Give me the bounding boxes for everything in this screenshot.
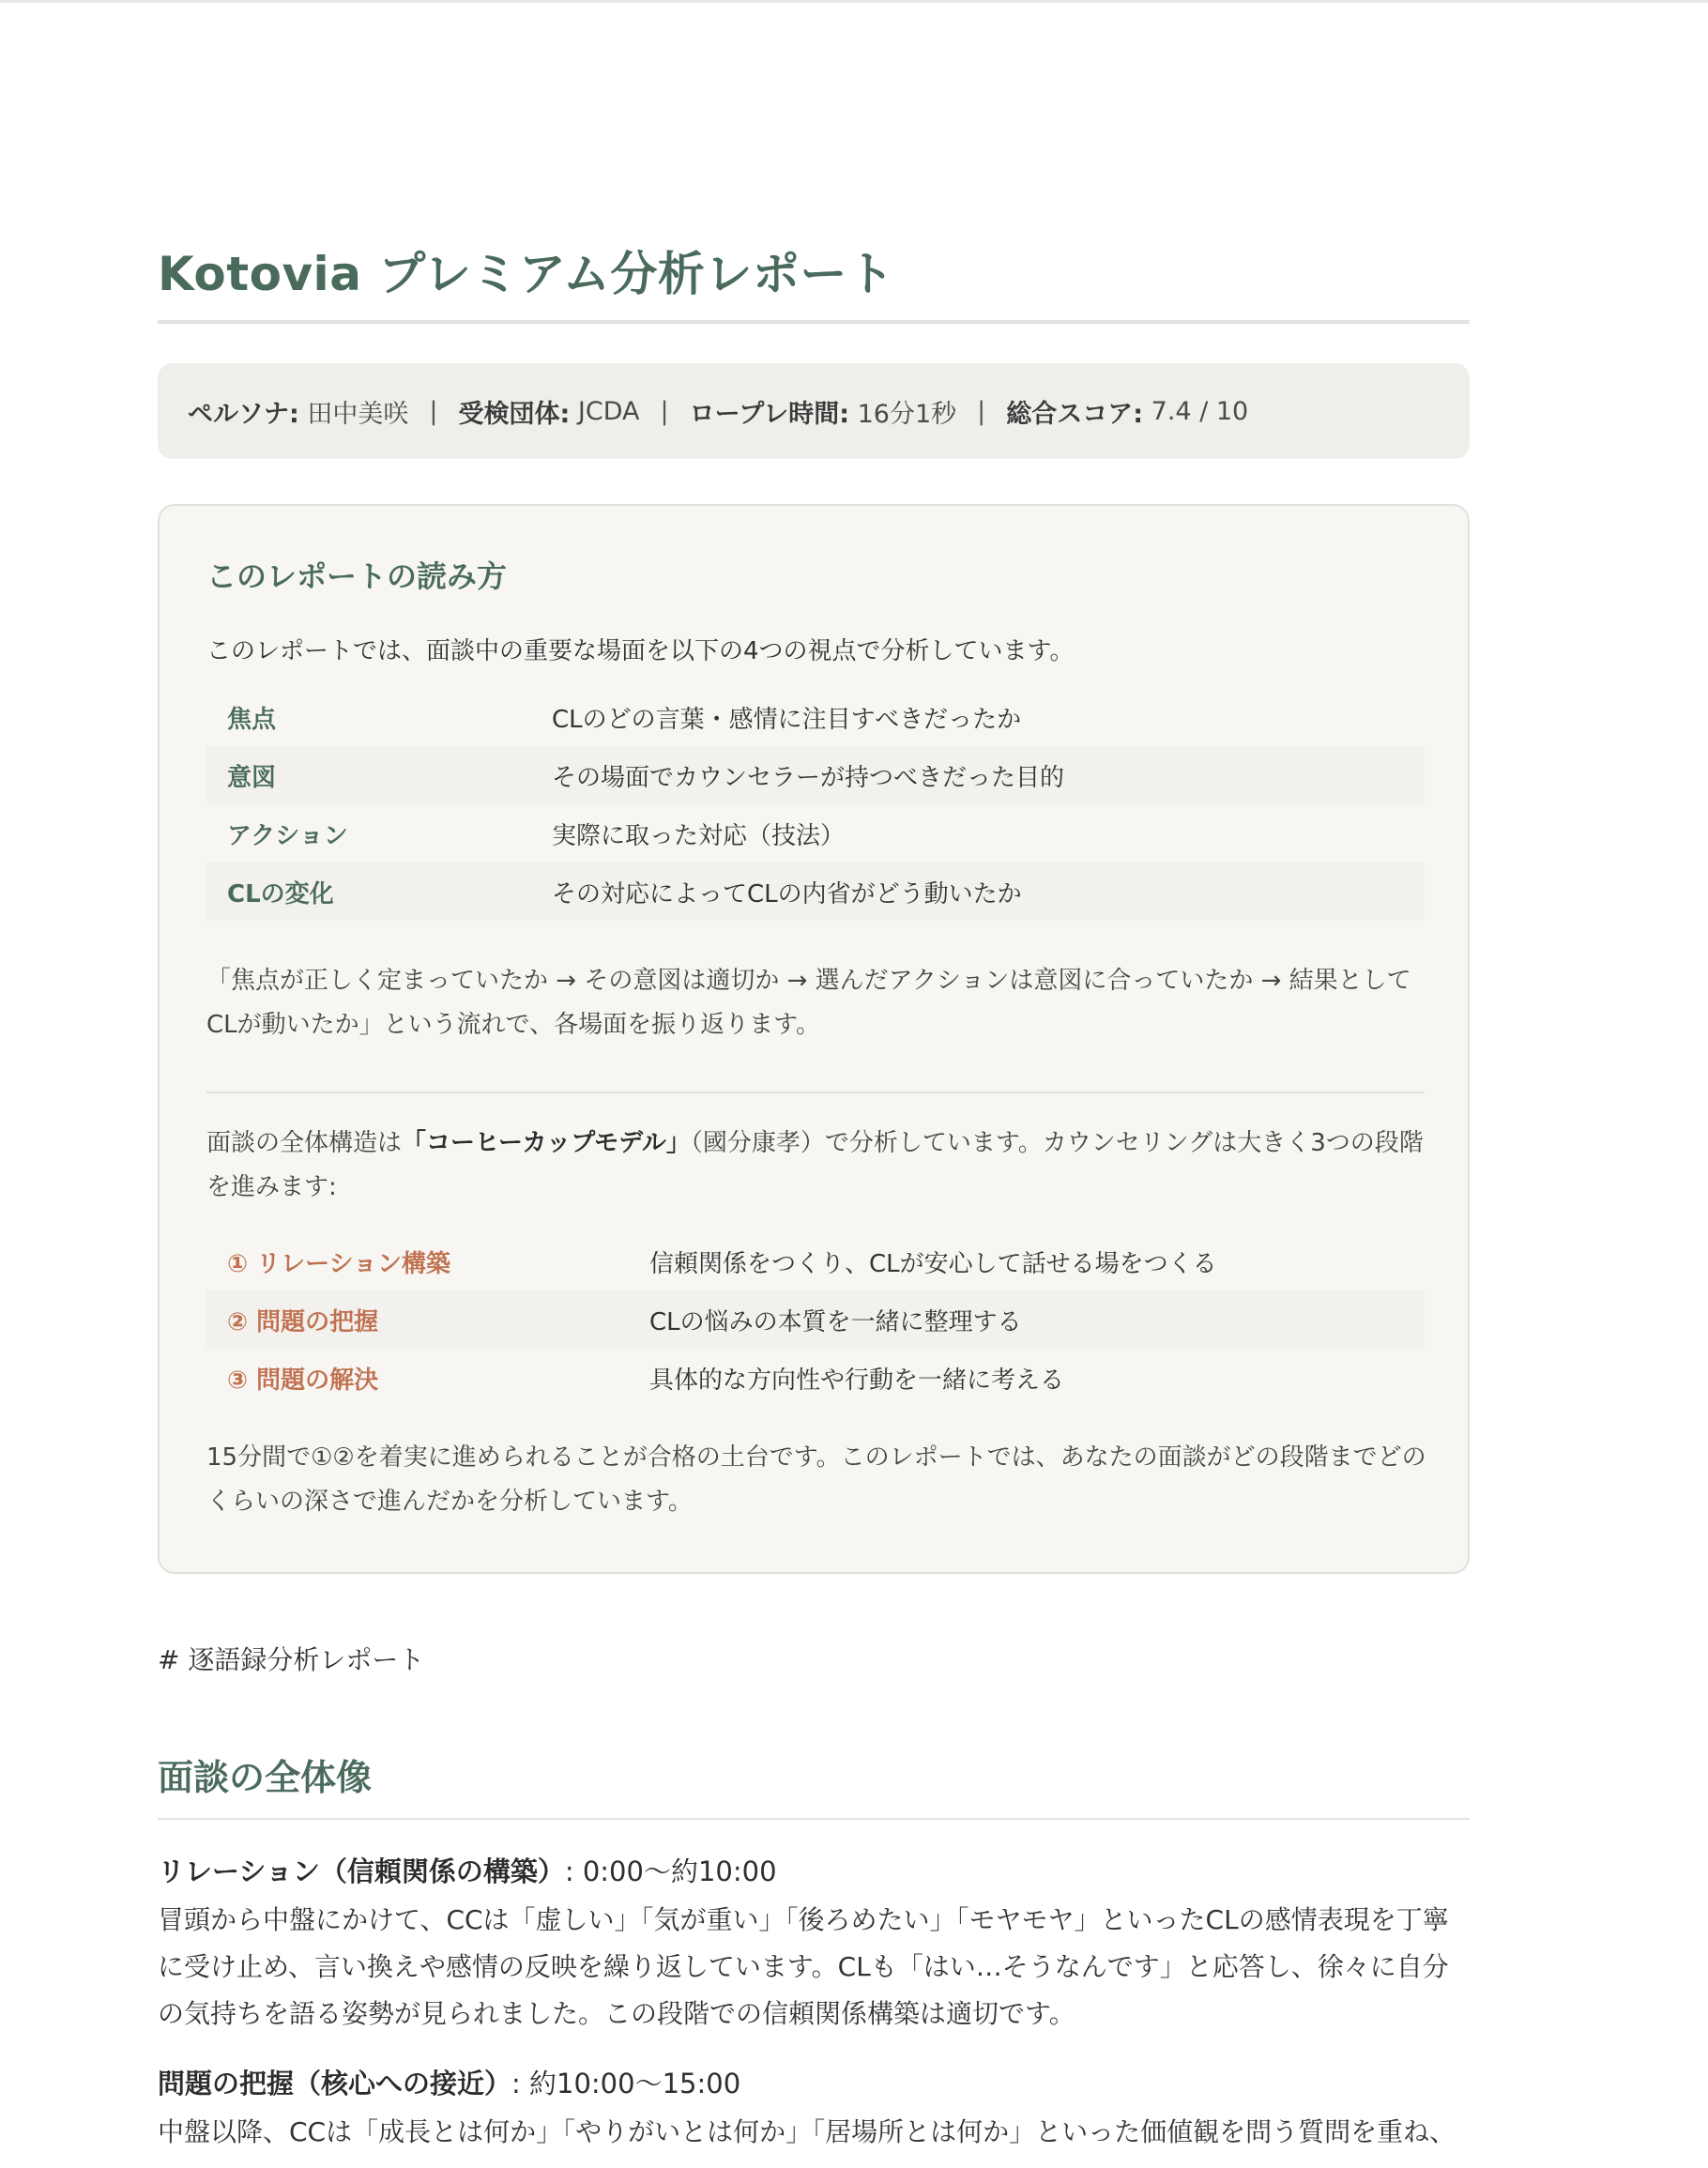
phase-label: 問題の把握（核心への接近） bbox=[158, 2068, 512, 2099]
section-divider bbox=[158, 1818, 1470, 1820]
viewpoint-desc: その場面でカウンセラーが持つべきだった目的 bbox=[552, 763, 1065, 792]
section-title: 面談の全体像 bbox=[158, 1757, 373, 1798]
guide-closing: 15分間で①②を着実に進められることが合格の土台です。このレポートでは、あなたの面談がどの段階までどのくらいの深さで進んだかを分析しています。 bbox=[206, 1443, 1426, 1516]
report-title: Kotovia プレミアム分析レポート bbox=[158, 247, 895, 301]
guide-divider bbox=[206, 1092, 1425, 1093]
org-value: JCDA bbox=[577, 396, 640, 426]
viewpoint-desc: CLのどの言葉・感情に注目すべきだったか bbox=[552, 705, 1022, 734]
persona-label: ペルソナ: bbox=[188, 399, 299, 429]
stage-key: ② 問題の把握 bbox=[227, 1307, 379, 1336]
phase-heading bbox=[158, 1851, 777, 1889]
persona-value: 田中美咲 bbox=[307, 399, 409, 429]
phase-label: リレーション（信頼関係の構築） bbox=[158, 1855, 565, 1887]
meta-separator: | bbox=[429, 396, 438, 426]
top-border bbox=[0, 0, 1708, 3]
stage-row bbox=[206, 1290, 1425, 1349]
meta-separator: | bbox=[977, 396, 986, 426]
stage-desc: 具体的な方向性や行動を一緒に考える bbox=[649, 1366, 1065, 1395]
viewpoint-row bbox=[206, 746, 1425, 804]
stage-key: ① リレーション構築 bbox=[227, 1249, 451, 1278]
viewpoint-desc: その対応によってCLの内省がどう動いたか bbox=[552, 879, 1022, 908]
viewpoint-key: 意図 bbox=[227, 763, 277, 792]
phase-time: : 0:00〜約10:00 bbox=[564, 1855, 777, 1887]
coffee-cup-model-text bbox=[206, 1122, 1426, 1210]
meta-separator: | bbox=[660, 396, 669, 426]
guide-title: このレポートの読み方 bbox=[206, 558, 508, 594]
flow-explanation: 「焦点が正しく定まっていたか → その意図は適切か → 選んだアクションは意図に合っていたか → 結果としてCLが動いたか」という流れで、各場面を振り返ります。 bbox=[206, 967, 1411, 1039]
stage-desc: 信頼関係をつくり、CLが安心して話せる場をつくる bbox=[649, 1249, 1217, 1278]
time-value: 16分1秒 bbox=[857, 399, 957, 429]
viewpoint-row bbox=[206, 863, 1425, 921]
coffee-model-name: 「コーヒーカップモデル」 bbox=[402, 1129, 691, 1157]
meta-bar bbox=[158, 363, 1470, 459]
phase-body: 冒頭から中盤にかけて、CCは「虚しい」「気が重い」「後ろめたい」「モヤモヤ」といったCLの感情表現を丁寧に受け止め、言い換えや感情の反映を繰り返しています。CLも「はい…そうなんです」と応答し、徐々に自分の気持ちを語る姿勢が見られました。この段階での信頼関係構築は適切です。 bbox=[158, 1904, 1449, 2029]
viewpoint-key: アクション bbox=[227, 821, 348, 850]
viewpoint-row bbox=[206, 688, 1425, 746]
viewpoint-key: 焦点 bbox=[227, 705, 277, 734]
raw-markdown-heading: # 逐語録分析レポート bbox=[158, 1644, 425, 1675]
coffee-text-pre: 面談の全体構造は bbox=[206, 1129, 403, 1157]
time-label: ロープレ時間: bbox=[689, 399, 850, 429]
viewpoint-key: CLの変化 bbox=[227, 879, 334, 908]
stage-row bbox=[206, 1349, 1425, 1407]
score-value: 7.4 / 10 bbox=[1151, 396, 1249, 426]
viewpoint-row bbox=[206, 804, 1425, 863]
phase-time: : 約10:00〜15:00 bbox=[511, 2068, 741, 2099]
guide-intro: このレポートでは、面談中の重要な場面を以下の4つの視点で分析しています。 bbox=[206, 637, 1075, 665]
phase-heading bbox=[158, 2063, 740, 2101]
stage-row bbox=[206, 1232, 1425, 1290]
phase-body: 中盤以降、CCは「成長とは何か」「やりがいとは何か」「居場所とは何か」といった価値観を問う質問を重ね、 bbox=[158, 2116, 1456, 2147]
score-label: 総合スコア: bbox=[1006, 399, 1144, 429]
reading-guide-card bbox=[158, 504, 1470, 1574]
org-label: 受検団体: bbox=[458, 399, 571, 429]
coffee-text-post: （國分康孝）で分析しています。カウンセリングは大きく3つの段階を進みます: bbox=[206, 1129, 1424, 1201]
title-divider bbox=[158, 320, 1470, 324]
viewpoint-desc: 実際に取った対応（技法） bbox=[552, 821, 846, 850]
stage-key: ③ 問題の解決 bbox=[227, 1366, 379, 1395]
stage-desc: CLの悩みの本質を一緒に整理する bbox=[649, 1307, 1022, 1336]
